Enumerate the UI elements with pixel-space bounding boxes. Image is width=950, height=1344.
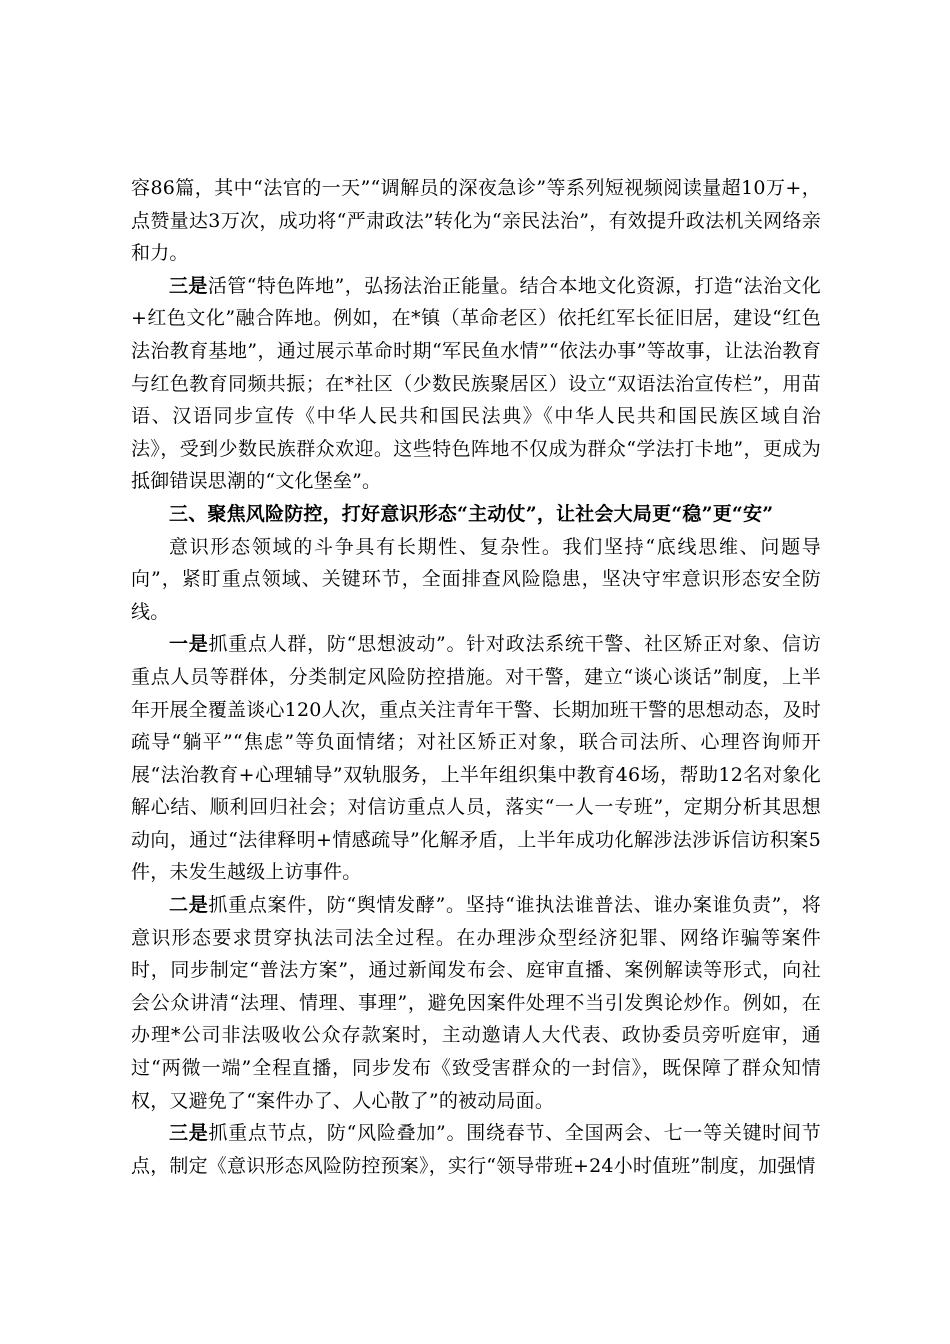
document-body (131, 172, 821, 1182)
paragraph-text: 活管“特色阵地”，弘扬法治正能量。结合本地文化资源，打造“法治文化+红色文化”融合阵地。例如，在*镇（革命老区）依托红军长征旧居，建设“红色法治教育基地”，通过展示革命时期“军民鱼水情”“依法办事”等故事，让法治教育与红色教育同频共振；在*社区（少数民族聚居区）设立“双语法治宣传栏”，用苗语、汉语同步宣传《中华人民共和国民法典》《中华人民共和国民族区域自治法》，受到少数民族群众欢迎。这些特色阵地不仅成为群众“学法打卡地”，更成为抵御错误思潮的“文化堡垒”。 (131, 274, 821, 493)
paragraph-text: 容86篇，其中“法官的一天”“调解员的深夜急诊”等系列短视频阅读量超10万+，点赞量达3万次，成功将“严肃政法”转化为“亲民法治”，有效提升政法机关网络亲和力。 (131, 177, 821, 265)
paragraph-lead: 二是 (169, 894, 209, 917)
paragraph-text: 抓重点人群，防“思想波动”。针对政法系统干警、社区矫正对象、信访重点人员等群体，分类制定风险防控措施。对干警，建立“谈心谈话”制度，上半年开展全覆盖谈心120人次，重点关注青年干警、长期加班干警的思想动态，及时疏导“躺平”“焦虑”等负面情绪；对社区矫正对象，联合司法所、心理咨询师开展“法治教育+心理辅导”双轨服务，上半年组织集中教育46场，帮助12名对象化解心结、顺利回归社会；对信访重点人员，落实“一人一专班”，定期分析其思想动向，通过“法律释明+情感疏导”化解矛盾，上半年成功化解涉法涉诉信访积案5件，未发生越级上访事件。 (131, 633, 821, 884)
paragraph-2 (131, 270, 821, 498)
paragraph-lead: 一是 (169, 633, 209, 656)
section-heading: 三、聚焦风险防控，打好意识形态“主动仗”，让社会大局更“稳”更“安” (169, 502, 774, 525)
paragraph-1 (131, 172, 821, 270)
paragraph-lead: 三是 (169, 1122, 209, 1145)
paragraph-text: 意识形态领域的斗争具有长期性、复杂性。我们坚持“底线思维、问题导向”，紧盯重点领域、关键环节，全面排查风险隐患，坚决守牢意识形态安全防线。 (131, 535, 821, 623)
paragraph-lead: 三是 (169, 274, 208, 297)
paragraph-text: 抓重点案件，防“舆情发酵”。坚持“谁执法谁普法、谁办案谁负责”，将意识形态要求贯穿执法司法全过程。在办理涉众型经济犯罪、网络诈骗等案件时，同步制定“普法方案”，通过新闻发布会、庭审直播、案例解读等形式，向社会公众讲清“法理、情理、事理”，避免因案件处理不当引发舆论炒作。例如，在办理*公司非法吸收公众存款案时，主动邀请人大代表、政协委员旁听庭审，通过“两微一端”全程直播，同步发布《致受害群众的一封信》，既保障了群众知情权，又避免了“案件办了、人心散了”的被动局面。 (131, 894, 821, 1112)
paragraph-3 (131, 531, 821, 629)
paragraph-6 (131, 1117, 821, 1182)
paragraph-text: 抓重点节点，防“风险叠加”。围绕春节、全国两会、七一等关键时间节点，制定《意识形态风险防控预案》，实行“领导带班+24小时值班”制度，加强情 (131, 1122, 821, 1177)
paragraph-5 (131, 889, 821, 1117)
paragraph-4 (131, 628, 821, 889)
